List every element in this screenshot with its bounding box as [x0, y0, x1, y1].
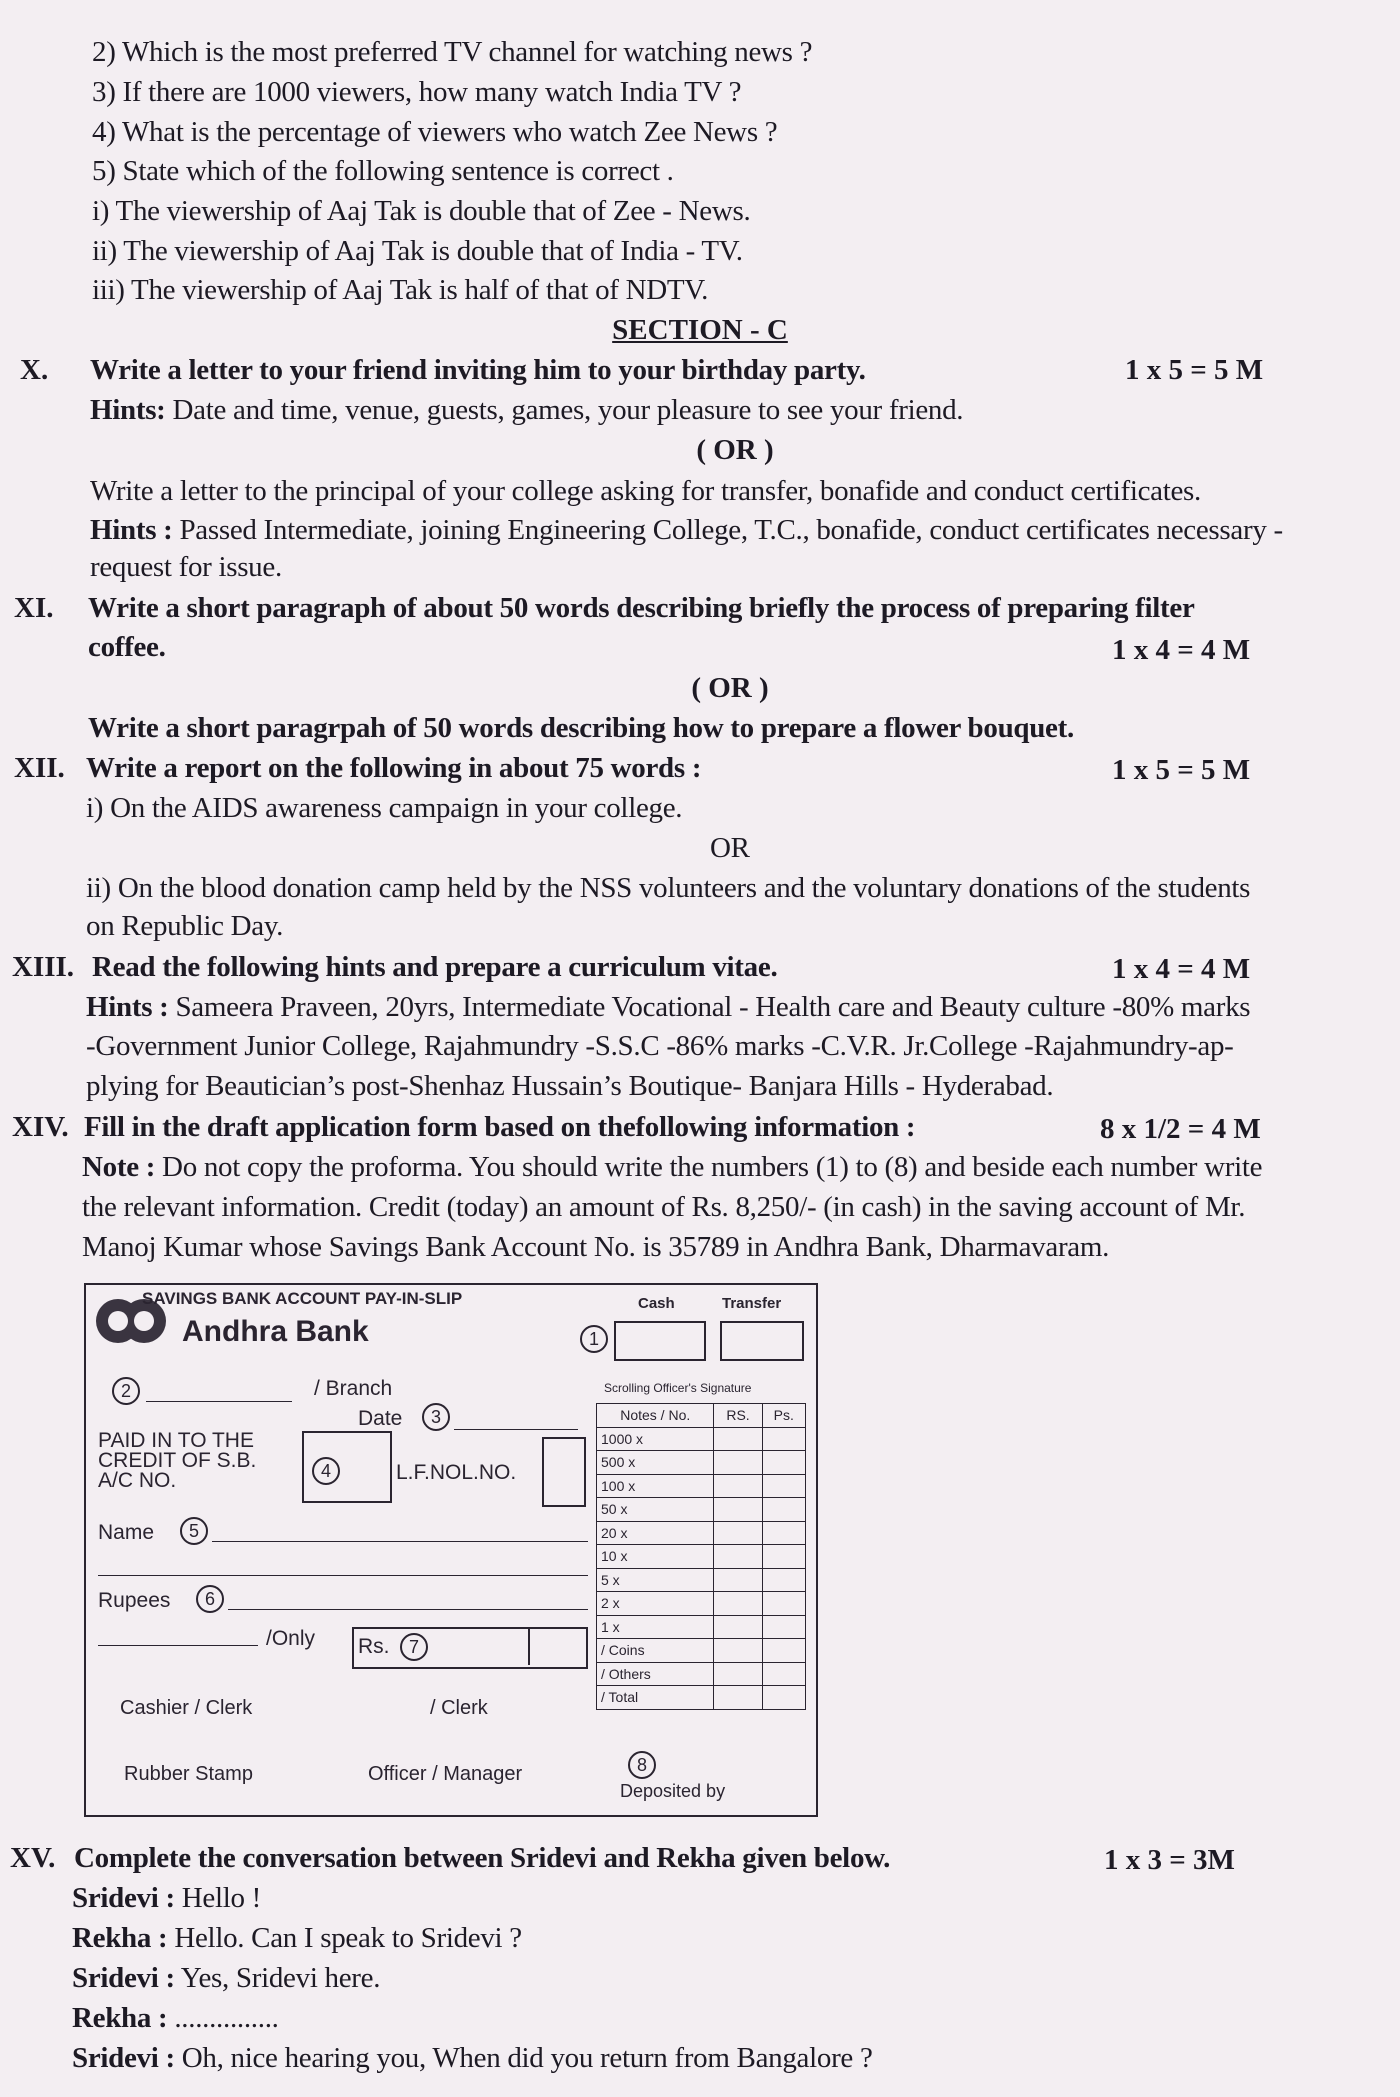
table-row — [597, 1592, 806, 1616]
rs-cell[interactable] — [714, 1592, 762, 1616]
question-text: Complete the conversation between Sridevi and Rekha given below. — [74, 1842, 891, 1874]
rs-box-divider — [528, 1627, 530, 1665]
field-number-circle: 1 — [580, 1325, 608, 1353]
rs-label: Rs. — [358, 1635, 390, 1658]
question-text: Read the following hints and prepare a curriculum vitae. — [92, 951, 778, 983]
field-number-circle: 3 — [422, 1403, 450, 1431]
ps-cell[interactable] — [762, 1474, 805, 1498]
table-header: Ps. — [762, 1404, 805, 1428]
hints-line: -Government Junior College, Rajahmundry -S.S.C -86% marks -C.V.R. Jr.College -Rajahmundry-ap- — [86, 1030, 1234, 1062]
hints-line — [90, 514, 1283, 547]
question-line: ii) The viewership of Aaj Tak is double that of India - TV. — [92, 235, 743, 267]
marks: 1 x 5 = 5 M — [1125, 354, 1264, 386]
ps-cell[interactable] — [762, 1686, 805, 1710]
denomination-label: 10 x — [597, 1545, 714, 1569]
note-label: Note : — [82, 1151, 156, 1183]
hints-text: Date and time, venue, guests, games, your pleasure to see your friend. — [172, 394, 964, 426]
clerk-label: / Clerk — [430, 1697, 488, 1719]
table-row — [597, 1451, 806, 1475]
bank-name: Andhra Bank — [182, 1315, 369, 1348]
question-line: 5) State which of the following sentence is correct . — [92, 155, 674, 187]
field-number — [400, 1633, 428, 1661]
speaker-name: Sridevi : — [72, 1882, 175, 1914]
ps-cell[interactable] — [762, 1498, 805, 1522]
pay-in-slip — [84, 1283, 818, 1817]
lf-box[interactable] — [542, 1437, 586, 1507]
amount-words-line[interactable] — [98, 1645, 258, 1646]
scrolling-officer-label: Scrolling Officer's Signature — [604, 1381, 752, 1395]
cash-label: Cash — [638, 1295, 675, 1312]
question-line: 4) What is the percentage of viewers who watch Zee News ? — [92, 116, 778, 148]
table-row — [597, 1639, 806, 1663]
note-text: Do not copy the proforma. You should write the numbers (1) to (8) and beside each number write — [162, 1151, 1263, 1183]
field-number-circle: 8 — [628, 1751, 656, 1779]
rs-cell[interactable] — [714, 1662, 762, 1686]
rs-cell[interactable] — [714, 1427, 762, 1451]
question-text: Write a letter to your friend inviting him to your birthday party. — [90, 354, 866, 386]
question-number: X. — [20, 354, 49, 386]
transfer-label: Transfer — [722, 1295, 782, 1312]
field-number — [112, 1377, 140, 1405]
rs-cell[interactable] — [714, 1615, 762, 1639]
table-row — [597, 1498, 806, 1522]
ps-cell[interactable] — [762, 1568, 805, 1592]
question-text: coffee. — [88, 631, 166, 663]
officer-label: Officer / Manager — [368, 1763, 523, 1785]
field-number — [422, 1403, 450, 1431]
rs-cell[interactable] — [714, 1545, 762, 1569]
hints-label: Hints : — [90, 514, 173, 546]
field-number — [312, 1457, 340, 1485]
denomination-label: 1000 x — [597, 1427, 714, 1451]
question-number: XII. — [14, 752, 65, 784]
denomination-label: / Others — [597, 1662, 714, 1686]
dialogue-text: Yes, Sridevi here. — [180, 1962, 381, 1994]
note-line: the relevant information. Credit (today) an amount of Rs. 8,250/- (in cash) in the saving account of Mr. — [82, 1191, 1246, 1223]
or-separator: ( OR ) — [696, 434, 774, 466]
table-row — [597, 1662, 806, 1686]
speaker-name: Rekha : — [72, 1922, 168, 1954]
denomination-rows — [597, 1427, 806, 1709]
field-number-circle: 2 — [112, 1377, 140, 1405]
dialogue-line — [72, 2002, 279, 2035]
table-row — [597, 1427, 806, 1451]
rs-cell[interactable] — [714, 1568, 762, 1592]
table-row — [597, 1545, 806, 1569]
date-line[interactable] — [454, 1429, 578, 1430]
denomination-table — [596, 1403, 806, 1710]
or-separator: ( OR ) — [691, 672, 769, 704]
question-number: XIV. — [12, 1111, 69, 1143]
table-row — [597, 1686, 806, 1710]
denomination-label: 100 x — [597, 1474, 714, 1498]
paid-in-line-3: A/C NO. — [98, 1469, 177, 1492]
dialogue-text: Hello ! — [181, 1882, 262, 1914]
marks: 8 x 1/2 = 4 M — [1100, 1113, 1261, 1145]
date-label: Date — [358, 1407, 403, 1430]
slip-header: SAVINGS BANK ACCOUNT PAY-IN-SLIP — [142, 1289, 463, 1308]
branch-label: / Branch — [314, 1377, 393, 1400]
paid-in-line-1: PAID IN TO THE — [98, 1429, 254, 1452]
lf-label: L.F.NOL.NO. — [396, 1461, 517, 1484]
rs-cell[interactable] — [714, 1686, 762, 1710]
transfer-box[interactable] — [720, 1321, 804, 1361]
hints-line: plying for Beautician’s post-Shenhaz Hussain’s Boutique- Banjara Hills - Hyderabad. — [86, 1070, 1054, 1102]
rupees-line[interactable] — [228, 1609, 588, 1610]
name-line-2[interactable] — [98, 1575, 588, 1576]
question-text: Write a short paragrpah of 50 words describing how to prepare a flower bouquet. — [88, 712, 1074, 744]
rs-cell[interactable] — [714, 1639, 762, 1663]
question-line: 3) If there are 1000 viewers, how many watch India TV ? — [92, 76, 742, 108]
hints-label: Hints: — [90, 394, 166, 426]
dialogue-text: ............... — [174, 2002, 279, 2034]
dialogue-line — [72, 1962, 380, 1995]
hints-text: Sameera Praveen, 20yrs, Intermediate Vocational - Health care and Beauty culture -80% marks — [175, 991, 1251, 1023]
denomination-label: 1 x — [597, 1615, 714, 1639]
denomination-label: / Total — [597, 1686, 714, 1710]
paid-in-line-2: CREDIT OF S.B. — [98, 1449, 257, 1472]
marks: 1 x 4 = 4 M — [1112, 953, 1251, 985]
denomination-label: 20 x — [597, 1521, 714, 1545]
rs-cell[interactable] — [714, 1498, 762, 1522]
field-number-circle: 5 — [180, 1517, 208, 1545]
section-title: SECTION - C — [612, 314, 788, 346]
rubber-stamp-label: Rubber Stamp — [124, 1763, 253, 1785]
rs-cell[interactable] — [714, 1521, 762, 1545]
option-text: ii) On the blood donation camp held by the NSS volunteers and the voluntary donations of the students — [86, 872, 1251, 904]
hints-line — [90, 394, 963, 427]
field-number-circle: 6 — [196, 1585, 224, 1613]
field-number — [580, 1325, 608, 1353]
rs-cell[interactable] — [714, 1451, 762, 1475]
note-line: Manoj Kumar whose Savings Bank Account No. is 35789 in Andhra Bank, Dharmavaram. — [82, 1231, 1110, 1263]
dialogue-line — [72, 1882, 261, 1915]
question-line: 2) Which is the most preferred TV channel for watching news ? — [92, 36, 813, 68]
table-row — [597, 1521, 806, 1545]
field-number-circle: 7 — [400, 1633, 428, 1661]
speaker-name: Sridevi : — [72, 2042, 175, 2074]
question-text: Write a letter to the principal of your college asking for transfer, bonafide and conduct certificates. — [90, 475, 1201, 507]
question-number: XI. — [14, 592, 54, 624]
field-number — [180, 1517, 208, 1545]
denomination-label: 50 x — [597, 1498, 714, 1522]
name-line[interactable] — [212, 1541, 588, 1542]
table-header-row — [597, 1404, 806, 1428]
denomination-label: 2 x — [597, 1592, 714, 1616]
cash-box[interactable] — [614, 1321, 706, 1361]
question-text: Fill in the draft application form based on thefollowing information : — [84, 1111, 916, 1143]
cashier-label: Cashier / Clerk — [120, 1697, 253, 1719]
ps-cell[interactable] — [762, 1592, 805, 1616]
hints-line — [86, 991, 1250, 1024]
marks: 1 x 5 = 5 M — [1112, 754, 1251, 786]
or-separator: OR — [710, 832, 750, 864]
note-line — [82, 1151, 1262, 1184]
speaker-name: Sridevi : — [72, 1962, 175, 1994]
dialogue-text: Hello. Can I speak to Sridevi ? — [174, 1922, 522, 1954]
ps-cell[interactable] — [762, 1615, 805, 1639]
field-number — [196, 1585, 224, 1613]
dialogue-line — [72, 2042, 873, 2075]
speaker-name: Rekha : — [72, 2002, 168, 2034]
rupees-label: Rupees — [98, 1589, 171, 1612]
question-number: XIII. — [12, 951, 75, 983]
option-text: i) On the AIDS awareness campaign in your college. — [86, 792, 683, 824]
table-row — [597, 1568, 806, 1592]
paid-in-label — [98, 1431, 256, 1491]
question-text: Write a report on the following in about 75 words : — [86, 752, 702, 784]
question-number: XV. — [10, 1842, 56, 1874]
hints-label: Hints : — [86, 991, 169, 1023]
table-row — [597, 1474, 806, 1498]
denomination-label: 5 x — [597, 1568, 714, 1592]
table-header: RS. — [714, 1404, 762, 1428]
marks: 1 x 3 = 3M — [1104, 1844, 1235, 1876]
dialogue-line — [72, 1922, 522, 1955]
rs-cell[interactable] — [714, 1474, 762, 1498]
name-label: Name — [98, 1521, 155, 1544]
ps-cell[interactable] — [762, 1521, 805, 1545]
denomination-label: / Coins — [597, 1639, 714, 1663]
dialogue-text: Oh, nice hearing you, When did you return from Bangalore ? — [181, 2042, 873, 2074]
question-line: iii) The viewership of Aaj Tak is half of that of NDTV. — [92, 274, 709, 306]
only-label: /Only — [266, 1627, 316, 1650]
ps-cell[interactable] — [762, 1639, 805, 1663]
ps-cell[interactable] — [762, 1427, 805, 1451]
deposited-by-label: Deposited by — [620, 1781, 726, 1801]
question-text: Write a short paragraph of about 50 words describing briefly the process of preparing filter — [88, 592, 1195, 624]
field-number-circle: 4 — [312, 1457, 340, 1485]
denomination-label: 500 x — [597, 1451, 714, 1475]
ps-cell[interactable] — [762, 1545, 805, 1569]
option-text: on Republic Day. — [86, 910, 284, 942]
marks: 1 x 4 = 4 M — [1112, 634, 1251, 666]
hints-line: request for issue. — [90, 551, 282, 583]
ps-cell[interactable] — [762, 1662, 805, 1686]
table-row — [597, 1615, 806, 1639]
branch-line[interactable] — [146, 1401, 292, 1402]
table-header: Notes / No. — [597, 1404, 714, 1428]
field-number — [628, 1751, 656, 1779]
question-line: i) The viewership of Aaj Tak is double that of Zee - News. — [92, 195, 751, 227]
ps-cell[interactable] — [762, 1451, 805, 1475]
hints-text: Passed Intermediate, joining Engineering College, T.C., bonafide, conduct certificates necessary - — [179, 514, 1283, 546]
